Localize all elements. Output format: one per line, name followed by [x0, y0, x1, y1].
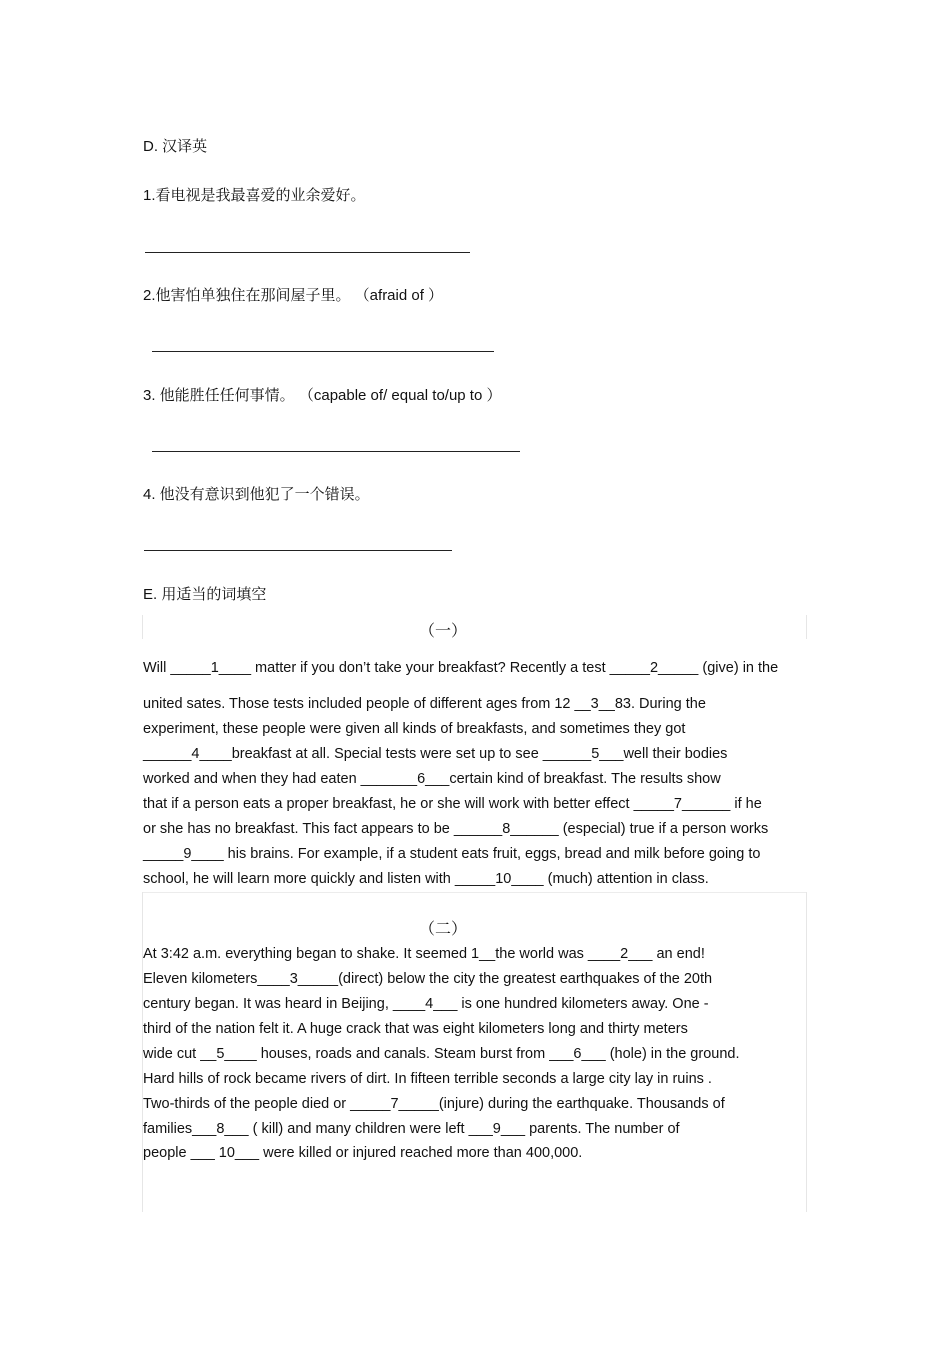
answer-line-4 — [144, 550, 452, 551]
passage-1-line-4: ______4____breakfast at all. Special tests were set up to see ______5___well their bodies — [143, 746, 728, 762]
passage-1-line-9: school, he will learn more quickly and listen with _____10____ (much) attention in class. — [143, 871, 709, 887]
passage-2-line-1: At 3:42 a.m. everything began to shake. It seemed 1__the world was ____2___ an end! — [143, 946, 705, 962]
answer-line-1 — [145, 252, 470, 253]
translation-item-4: 4. 他没有意识到他犯了一个错误。 — [143, 486, 370, 503]
passage-2-line-9: people ___ 10___ were killed or injured reached more than 400,000. — [143, 1145, 583, 1161]
passage-2-line-6: Hard hills of rock became rivers of dirt. In fifteen terrible seconds a large city lay in ruins . — [143, 1071, 712, 1087]
passage-2-line-8: families___8___ ( kill) and many children were left ___9___ parents. The number of — [143, 1121, 680, 1137]
passage-1-line-8: _____9____ his brains. For example, if a student eats fruit, eggs, bread and milk before going to — [143, 846, 761, 862]
translation-item-3: 3. 他能胜任任何事情。 （capable of/ equal to/up to ） — [143, 387, 502, 404]
passage-2-line-2: Eleven kilometers____3_____(direct) below the city the greatest earthquakes of the 20th — [143, 971, 713, 987]
passage-2-title: （二） — [418, 919, 467, 938]
passage-2-line-7: Two-thirds of the people died or _____7_____(injure) during the earthquake. Thousands of — [143, 1096, 725, 1112]
box-divider — [142, 892, 807, 893]
box-right-edge-1 — [806, 615, 807, 639]
passage-1-line-7: or she has no breakfast. This fact appears to be ______8______ (especial) true if a person works — [143, 821, 769, 837]
translation-item-2: 2.他害怕单独住在那间屋子里。 （afraid of ） — [143, 287, 444, 304]
passage-1-line-6: that if a person eats a proper breakfast, he or she will work with better effect _____7______ if he — [143, 796, 762, 812]
passage-1-title: （一） — [418, 621, 467, 640]
passage-2-line-5: wide cut __5____ houses, roads and canals. Steam burst from ___6___ (hole) in the ground. — [143, 1046, 740, 1062]
box-right-edge-2 — [806, 892, 807, 1212]
translation-item-1: 1.看电视是我最喜爱的业余爱好。 — [143, 187, 366, 204]
passage-2-line-3: century began. It was heard in Beijing, ____4___ is one hundred kilometers away. One - — [143, 996, 709, 1012]
answer-line-2 — [152, 351, 494, 352]
passage-1-line-2: united sates. Those tests included people of different ages from 12 __3__83. During the — [143, 696, 706, 712]
passage-1-line-1: Will _____1____ matter if you don’t take your breakfast? Recently a test _____2_____ (give) in the — [143, 660, 779, 676]
passage-1-line-3: experiment, these people were given all kinds of breakfasts, and sometimes they got — [143, 721, 686, 737]
section-e-heading: E. 用适当的词填空 — [143, 586, 267, 603]
passage-2-line-4: third of the nation felt it. A huge crack that was eight kilometers long and thirty meters — [143, 1021, 688, 1037]
passage-1-line-5: worked and when they had eaten _______6___certain kind of breakfast. The results show — [143, 771, 721, 787]
answer-line-3 — [152, 451, 520, 452]
section-d-heading: D. 汉译英 — [143, 138, 208, 155]
